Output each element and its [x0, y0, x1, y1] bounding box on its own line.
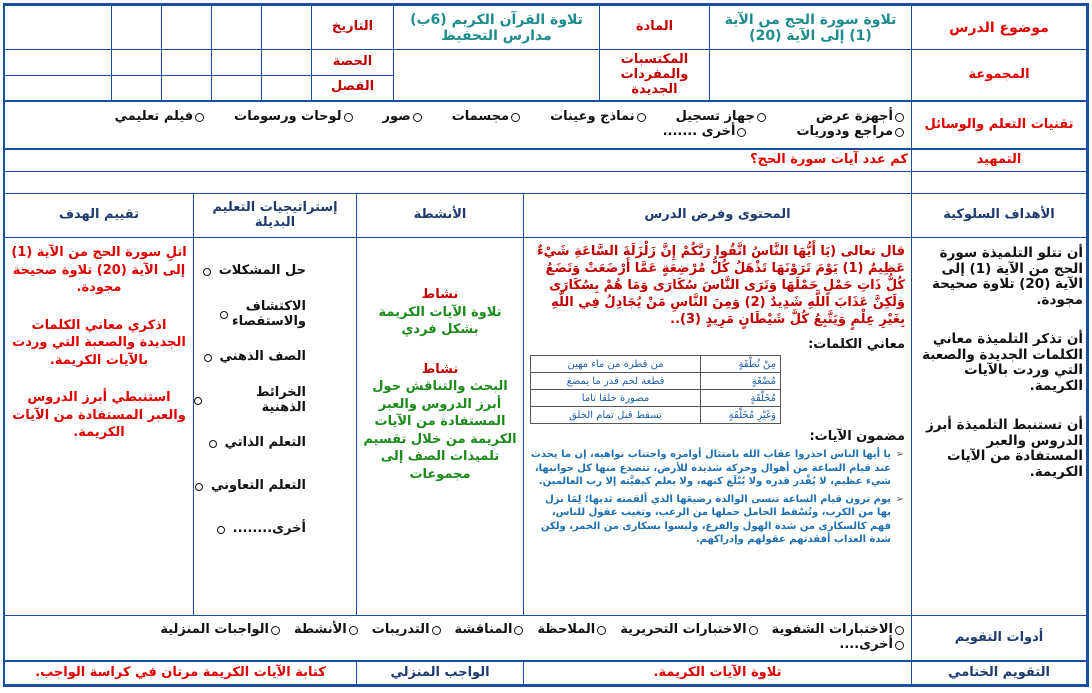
tool-option[interactable]: فيلم تعليمي — [115, 110, 205, 125]
evaluation-item: اتلِ سورة الحج من الآية (1) إلى الآية (20) تلاوة صحيحة مجودة. — [11, 245, 187, 296]
radio-circle-icon — [597, 626, 606, 635]
homework-label: الواجب المنزلي — [357, 662, 524, 685]
period-cell-3[interactable] — [162, 50, 212, 75]
intro-table — [4, 149, 1087, 194]
radio-circle-icon — [203, 268, 211, 276]
spacer-cell — [5, 172, 912, 194]
homework-value: كتابة الآيات الكريمة مرتان في كراسة الواجب. — [5, 662, 357, 685]
radio-circle-icon — [195, 483, 203, 491]
tools-options — [5, 102, 912, 149]
table-row — [531, 390, 781, 407]
col-evaluation-header: تقييم الهدف — [5, 194, 194, 238]
radio-circle-icon — [195, 113, 204, 122]
vocab-meaning: من قطرة من ماء مهين — [531, 356, 701, 373]
spacer-cell — [912, 172, 1087, 194]
activities-cell — [357, 238, 524, 616]
assessment-label: أدوات التقويم — [912, 616, 1087, 661]
header-table — [4, 5, 1087, 101]
assessment-option[interactable]: الأنشطة — [294, 623, 358, 638]
col-activities-header: الأنشطة — [357, 194, 524, 238]
assessment-option[interactable]: الملاحظة — [537, 623, 606, 638]
class-cell-3[interactable] — [162, 75, 212, 100]
intro-label: التمهيد — [912, 150, 1087, 172]
objective-item: أن تستنبط التلميذة أبرز الدروس والعبر المستفادة من الآيات الكريمة. — [926, 417, 1083, 480]
lesson-topic-value: تلاوة سورة الحج من الآية (1) إلى الآية (20) — [710, 6, 912, 50]
period-cell-2[interactable] — [212, 50, 262, 75]
vocab-word: وَغَيْرِ مُخَلَّقَةٍ — [701, 407, 781, 424]
radio-circle-icon — [737, 128, 746, 137]
assessment-option[interactable]: الاختبارات التحريرية — [620, 623, 757, 638]
radio-circle-icon — [637, 113, 646, 122]
class-cell-5[interactable] — [5, 75, 112, 100]
group-label: المجموعة — [912, 50, 1087, 101]
radio-circle-icon — [349, 626, 358, 635]
objective-item: أن تذكر التلميذة معاني الكلمات الجديدة والصعبة التي وردت بالآيات الكريمة. — [922, 331, 1083, 394]
vocab-word: مِنْ نُطْفَةٍ — [701, 356, 781, 373]
assessment-option[interactable]: المناقشة — [455, 623, 524, 638]
objectives-cell — [912, 238, 1087, 616]
vocab-meaning: قطعة لحم قدر ما يمضغ — [531, 373, 701, 390]
radio-circle-icon — [194, 397, 202, 405]
final-table — [4, 661, 1087, 685]
vocab-meaning: تسقط قبل تمام الخلق — [531, 407, 701, 424]
tool-option[interactable]: مجسمات — [452, 110, 520, 125]
period-cell-5[interactable] — [5, 50, 112, 75]
col-objectives-header: الأهداف السلوكية — [912, 194, 1087, 238]
radio-circle-icon — [217, 526, 225, 534]
date-cell-2[interactable] — [212, 6, 262, 50]
vocab-table — [530, 355, 781, 424]
subject-label: المادة — [600, 6, 710, 50]
acquired-value[interactable] — [394, 50, 600, 101]
tool-option[interactable]: نماذج وعينات — [550, 110, 646, 125]
lesson-topic-label: موضوع الدرس — [912, 6, 1087, 50]
assessment-option[interactable]: أخرى.... — [839, 638, 904, 653]
quran-verses: قال تعالى (يَا أَيُّهَا النَّاسُ اتَّقُوا رَبَّكُمْ إِنَّ زَلْزَلَةَ السَّاعَةِ شَيْءٌ عَظِيمٌ (1) يَوْمَ تَرَوْنَهَا تَذْهَلُ كُلُّ مُرْضِعَةٍ عَمَّا أَرْضَعَتْ وَتَضَعُ كُلُّ ذَاتِ حَمْلٍ حَمْلَهَا وَتَرَى النَّاسَ سُكَارَى وَمَا هُمْ بِسُكَارَى وَلَكِنَّ عَذَابَ اللَّهِ شَدِيدٌ (2) وَمِنَ النَّاسِ مَنْ يُجَادِلُ فِي اللَّهِ بِغَيْرِ عِلْمٍ وَيَتَّبِعُ كُلَّ شَيْطَانٍ مَرِيدٍ (3).. — [536, 244, 905, 327]
date-label: التاريخ — [312, 6, 394, 50]
radio-circle-icon — [511, 113, 520, 122]
vocab-word: مُخَلَّقَةٍ — [701, 390, 781, 407]
evaluation-item: اذكري معاني الكلمات الجديدة والصعبة التي وردت بالآيات الكريمة. — [12, 317, 186, 368]
assessment-option[interactable]: الاختبارات الشفوية — [772, 623, 904, 638]
class-cell-2[interactable] — [212, 75, 262, 100]
subject-value: تلاوة القرآن الكريم (6ب) مدارس التحفيظ — [394, 6, 600, 50]
radio-circle-icon — [220, 311, 228, 319]
tools-table — [4, 101, 1087, 149]
class-cell-1[interactable] — [262, 75, 312, 100]
tool-option[interactable]: صور — [383, 110, 422, 125]
radio-circle-icon — [749, 626, 758, 635]
tool-option[interactable]: جهاز تسجيل — [676, 110, 766, 125]
objective-item: أن تتلو التلميذة سورة الحج من الآية (1) إلى الآية (20) تلاوة صحيحة مجودة. — [931, 245, 1083, 308]
vocab-meaning: مصورة خلقا تاما — [531, 390, 701, 407]
strategy-option[interactable]: أخرى........ — [194, 508, 306, 551]
strategy-option[interactable]: التعلم التعاوني — [194, 465, 306, 508]
period-label: الحصة — [312, 50, 394, 75]
period-cell-1[interactable] — [262, 50, 312, 75]
period-cell-4[interactable] — [112, 50, 162, 75]
group-value[interactable] — [710, 50, 912, 101]
final-value: تلاوة الآيات الكريمة. — [524, 662, 912, 685]
radio-circle-icon — [432, 626, 441, 635]
main-table — [4, 193, 1087, 616]
strategy-option[interactable]: الخرائط الذهنية — [194, 379, 306, 422]
radio-circle-icon — [271, 626, 280, 635]
assessment-table — [4, 615, 1087, 661]
date-cell-1[interactable] — [262, 6, 312, 50]
assessment-option[interactable]: الواجبات المنزلية — [160, 623, 280, 638]
radio-circle-icon — [895, 128, 904, 137]
col-content-header: المحتوى وفرض الدرس — [524, 194, 912, 238]
activity-text: تلاوة الآيات الكريمة بشكل فردي — [378, 304, 502, 338]
vocab-title: معاني الكلمات: — [808, 337, 905, 353]
table-row — [531, 373, 781, 390]
strategies-list — [194, 250, 306, 551]
meaning-title: مضمون الآيات: — [809, 429, 905, 445]
tool-option[interactable]: مراجع ودوريات — [796, 125, 904, 140]
radio-circle-icon — [895, 641, 904, 650]
tool-option[interactable]: لوحات ورسومات — [234, 110, 352, 125]
strategy-option[interactable]: التعلم الذاتي — [194, 422, 306, 465]
radio-circle-icon — [514, 626, 523, 635]
activity-text: البحث والتناقش حول أبرز الدروس والعبر المستفادة من الآيات الكريمة من خلال تقسيم تلميذات الصف إلى مجموعات — [363, 379, 517, 482]
radio-circle-icon — [204, 354, 212, 362]
strategy-option[interactable]: الاكتشاف والاستقصاء — [194, 293, 306, 336]
date-cell-3[interactable] — [162, 6, 212, 50]
class-label: الفصل — [312, 75, 394, 100]
radio-circle-icon — [413, 113, 422, 122]
radio-circle-icon — [895, 113, 904, 122]
content-cell — [524, 238, 912, 616]
assessment-option[interactable]: التدريبات — [372, 623, 441, 638]
col-strategies-header: إستراتيجيات التعليم البديلة — [194, 194, 357, 238]
meaning-list — [530, 448, 905, 547]
table-row — [531, 356, 781, 373]
assessment-options — [5, 616, 912, 661]
tool-option[interactable]: أخرى ....... — [663, 125, 747, 140]
radio-circle-icon — [344, 113, 353, 122]
strategies-cell — [194, 238, 357, 616]
list-item: ➢ يوم ترون قيام الساعة تنسى الوالدة رضيعَها الذي ألقمته ثديها؛ لِمَا نزل بها من الكرب، وتُسْقط الحامل حملها من الرعب، وتغيب عقول للناس، فهم كالسكارى من شدة الهول والفزع، وليسوا بسكارى من الخمر، ولكن شدة العذاب أفقدتهم عقولهم وإدراكهم. — [530, 493, 891, 547]
intro-question: كم عدد آيات سورة الحج؟ — [5, 150, 912, 172]
evaluation-cell — [5, 238, 194, 616]
acquired-label: المكتسبات والمفردات الجديدة — [600, 50, 710, 101]
activity-title: نشاط — [421, 361, 459, 377]
radio-circle-icon — [895, 626, 904, 635]
strategy-option[interactable]: حل المشكلات — [194, 250, 306, 293]
list-item: ➢ يا أيها الناس احذروا عقاب الله بامتثال أوامره واجتناب نواهيه، إن ما يحدث عند قيام الساعة من أهوال وحركة شديدة للأرض، تتصدع منها كل جوانبها، شيء عظيم، لا يُقْدر قدره ولا يُبْلَغ كنهه، ولا يعلم كيفيَّته إلا رب العالمين. — [530, 448, 891, 489]
radio-circle-icon — [757, 113, 766, 122]
final-label: التقويم الختامي — [912, 662, 1087, 685]
vocab-word: مُضْغَةٍ — [701, 373, 781, 390]
activity-title: نشاط — [421, 287, 459, 302]
date-cell-5[interactable] — [5, 6, 112, 50]
tools-label: تقنيات التعلم والوسائل — [912, 102, 1087, 149]
evaluation-item: استنبطي أبرز الدروس والعبر المستفادة من الآيات الكريمة. — [12, 390, 186, 441]
table-row — [531, 407, 781, 424]
tool-option[interactable]: أجهزة عرض — [816, 110, 904, 125]
lesson-plan-page — [3, 3, 1089, 687]
date-cell-4[interactable] — [112, 6, 162, 50]
strategy-option[interactable]: الصف الذهني — [194, 336, 306, 379]
radio-circle-icon — [209, 440, 217, 448]
class-cell-4[interactable] — [112, 75, 162, 100]
